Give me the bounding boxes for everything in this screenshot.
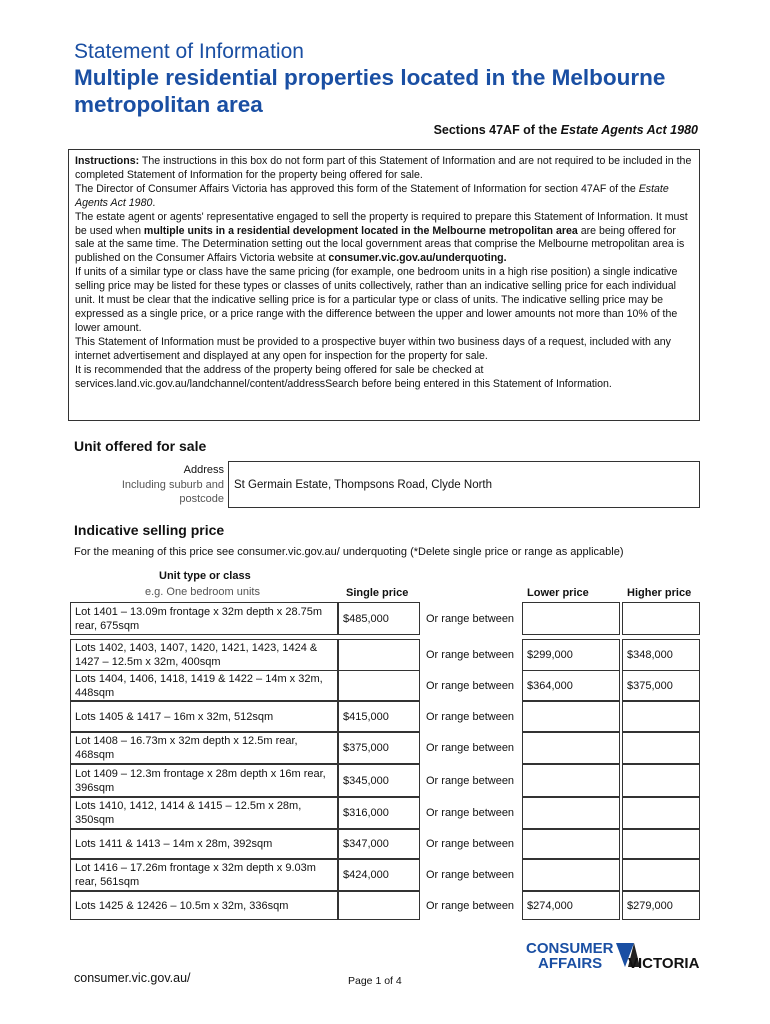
lower-price-cell[interactable] xyxy=(522,701,620,732)
act-reference: Sections 47AF of the Estate Agents Act 1980 xyxy=(433,123,698,137)
single-price-cell[interactable]: $316,000 xyxy=(338,797,420,829)
lower-price-cell[interactable]: $364,000 xyxy=(522,670,620,701)
unit-type-cell[interactable]: Lot 1409 – 12.3m frontage x 28m depth x 16m rear, 396sqm xyxy=(70,764,338,797)
underquoting-link[interactable]: consumer.vic.gov.au/underquoting. xyxy=(328,252,507,265)
range-label: Or range between xyxy=(426,869,515,881)
higher-price-cell[interactable] xyxy=(622,829,700,859)
higher-price-cell[interactable]: $375,000 xyxy=(622,670,700,701)
range-label: Or range between xyxy=(426,679,515,692)
consumer-affairs-victoria-logo xyxy=(524,937,702,983)
unit-type-example: e.g. One bedroom units xyxy=(145,586,260,598)
single-price-header: Single price xyxy=(346,587,409,599)
higher-price-cell[interactable] xyxy=(622,797,700,829)
unit-type-cell[interactable]: Lots 1402, 1403, 1407, 1420, 1421, 1423, 1424 & 1427 – 12.5m x 32m, 400sqm xyxy=(70,639,338,671)
range-label: Or range between xyxy=(426,742,515,754)
higher-price-header: Higher price xyxy=(627,587,692,599)
unit-type-header: Unit type or class xyxy=(159,570,251,582)
lower-price-cell[interactable] xyxy=(522,732,620,764)
lower-price-cell[interactable] xyxy=(522,764,620,797)
page-number: Page 1 of 4 xyxy=(348,975,402,987)
higher-price-cell[interactable]: $348,000 xyxy=(622,639,700,671)
lower-price-cell[interactable] xyxy=(522,829,620,859)
unit-type-cell[interactable]: Lot 1408 – 16.73m x 32m depth x 12.5m rear, 468sqm xyxy=(70,732,338,764)
single-price-cell[interactable]: $347,000 xyxy=(338,829,420,859)
svg-text:CONSUMER: CONSUMER xyxy=(526,940,614,957)
address-field[interactable]: St Germain Estate, Thompsons Road, Clyde North xyxy=(228,461,700,508)
single-price-cell[interactable]: $345,000 xyxy=(338,764,420,797)
higher-price-cell[interactable] xyxy=(622,701,700,732)
range-label: Or range between xyxy=(426,649,515,661)
lower-price-header: Lower price xyxy=(527,587,589,599)
range-label: Or range between xyxy=(426,899,515,912)
higher-price-cell[interactable] xyxy=(622,602,700,635)
lower-price-cell[interactable] xyxy=(522,797,620,829)
address-label: Address Including suburb and postcode xyxy=(121,464,224,505)
unit-type-cell[interactable]: Lots 1404, 1406, 1418, 1419 & 1422 – 14m x 32m, 448sqm xyxy=(70,670,338,701)
single-price-cell[interactable]: $415,000 xyxy=(338,701,420,732)
higher-price-cell[interactable] xyxy=(622,859,700,891)
unit-type-cell[interactable]: Lot 1401 – 13.09m frontage x 32m depth x 28.75m rear, 675sqm xyxy=(70,602,338,635)
svg-text:VICTORIA: VICTORIA xyxy=(628,955,700,972)
unit-type-cell[interactable]: Lots 1425 & 12426 – 10.5m x 32m, 336sqm xyxy=(70,891,338,920)
single-price-cell[interactable]: $485,000 xyxy=(338,602,420,635)
price-note: For the meaning of this price see consumer.vic.gov.au/ underquoting (*Delete single price or range as applicable) xyxy=(74,546,624,558)
document-title: Multiple residential properties located in the Melbourne metropolitan area xyxy=(74,65,666,117)
higher-price-cell[interactable]: $279,000 xyxy=(622,891,700,920)
lower-price-cell[interactable]: $299,000 xyxy=(522,639,620,671)
single-price-cell[interactable]: $375,000 xyxy=(338,732,420,764)
lower-price-cell[interactable]: $274,000 xyxy=(522,891,620,920)
single-price-cell[interactable] xyxy=(338,639,420,671)
footer-url[interactable]: consumer.vic.gov.au/ xyxy=(74,971,191,985)
indicative-price-heading: Indicative selling price xyxy=(74,522,225,538)
unit-type-cell[interactable]: Lots 1410, 1412, 1414 & 1415 – 12.5m x 28m, 350sqm xyxy=(70,797,338,829)
range-label: Or range between xyxy=(426,774,515,787)
instructions-box: Instructions: The instructions in this box do not form part of this Statement of Information and are not required to be included in the completed Statement of Information for the property being offered for sale. The Director of Consumer Affairs Victoria has approved this form of the Statement of Information for section 47AF of the Estate Agents Act 1980. The estate agent or agents' representative engaged to sell the property is required to prepare this Statement of Information. It must be used when multiple units in a residential development located in the Melbourne metropolitan area are being offered for sale at the same time. The Determination setting out the local government areas that comprise the Melbourne metropolitan area is published on the Consumer Affairs Victoria website at consumer.vic.gov.au/underquoting. If units of a similar type or class have the same pricing (for example, one bedroom units in a high rise position) a single indicative selling price may be listed for these types or classes of units collectively, rather than an indicative selling price for each individual unit. It must be clear that the indicative selling price is for a particular type or class of units. The indicative selling price may be expressed as a single price, or a price range with the difference between the upper and lower amounts not more than 10% of the lower amount. This Statement of Information must be provided to a prospective buyer within two business days of a request, included with any internet advertisement and displayed at any open for inspection for the property for sale. It is recommended that the address of the property being offered for sale be checked at services.land.vic.gov.au/landchannel/content/addressSearch before being entered in this Statement of Information. xyxy=(68,149,700,421)
unit-offered-heading: Unit offered for sale xyxy=(74,438,207,454)
unit-type-cell[interactable]: Lot 1416 – 17.26m frontage x 32m depth x 9.03m rear, 561sqm xyxy=(70,859,338,891)
single-price-cell[interactable] xyxy=(338,670,420,701)
lower-price-cell[interactable] xyxy=(522,602,620,635)
higher-price-cell[interactable] xyxy=(622,732,700,764)
range-label: Or range between xyxy=(426,612,515,625)
document-kind: Statement of Information xyxy=(74,40,304,63)
single-price-cell[interactable]: $424,000 xyxy=(338,859,420,891)
instructions-label: Instructions: xyxy=(75,155,140,167)
lower-price-cell[interactable] xyxy=(522,859,620,891)
single-price-cell[interactable] xyxy=(338,891,420,920)
svg-text:AFFAIRS: AFFAIRS xyxy=(538,955,603,972)
range-label: Or range between xyxy=(426,838,515,850)
higher-price-cell[interactable] xyxy=(622,764,700,797)
range-label: Or range between xyxy=(426,807,515,819)
range-label: Or range between xyxy=(426,710,515,723)
unit-type-cell[interactable]: Lots 1405 & 1417 – 16m x 32m, 512sqm xyxy=(70,701,338,732)
unit-type-cell[interactable]: Lots 1411 & 1413 – 14m x 28m, 392sqm xyxy=(70,829,338,859)
